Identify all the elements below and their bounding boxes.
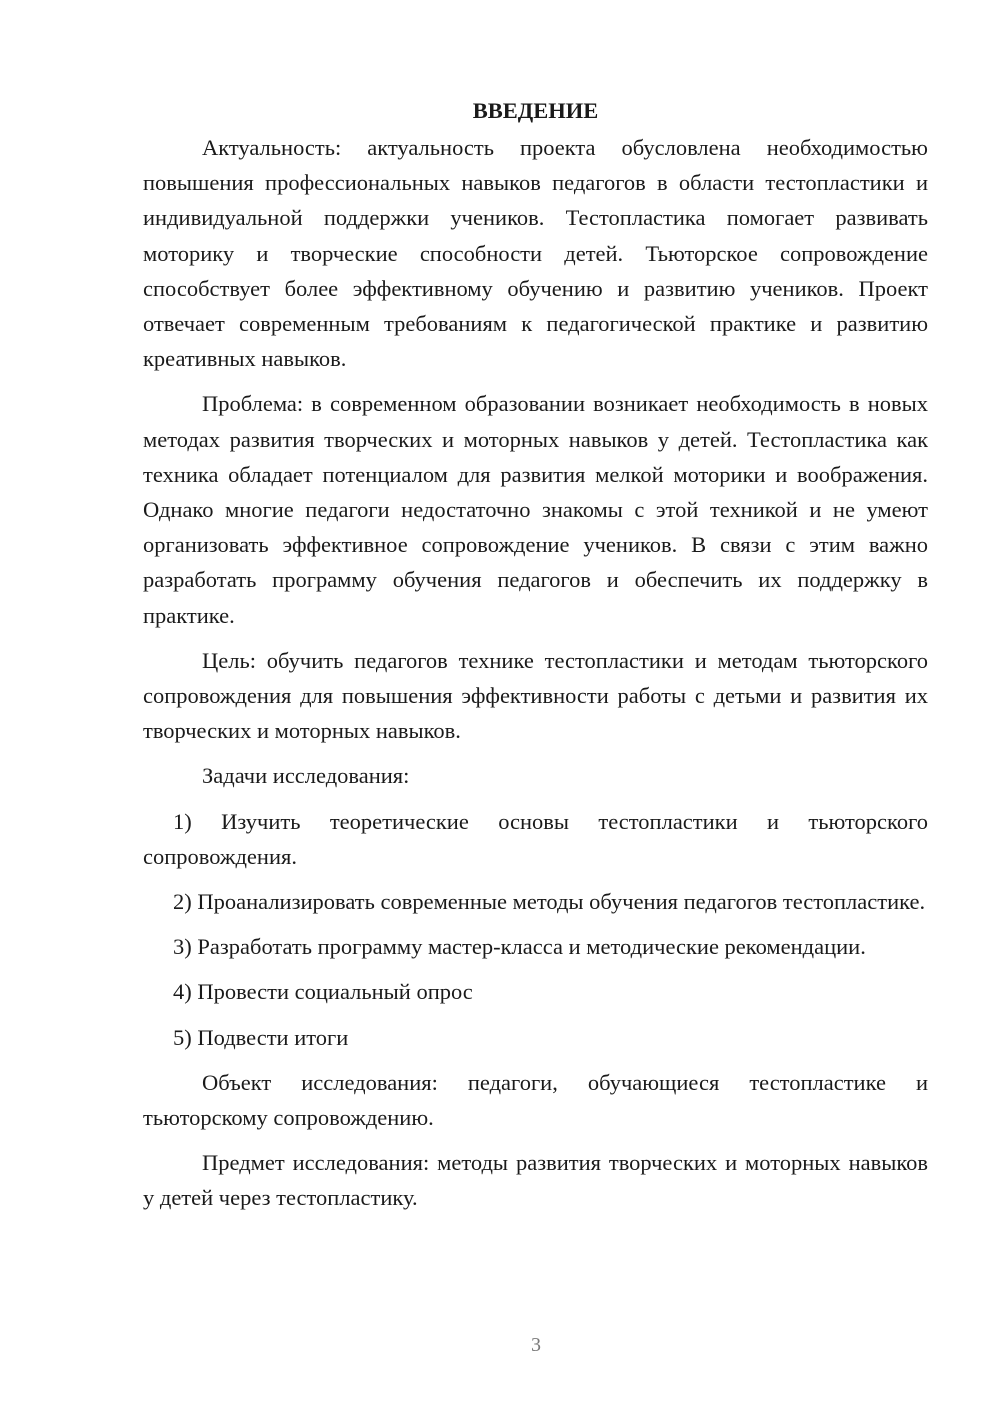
- problem-paragraph: Проблема: в современном образовании возникает необходимость в новых методах развития творческих и моторных навыков у детей. Тестопластика как техника обладает потенциалом для развития мелкой моторики и воображения. Однако многие педагоги недостаточно знакомы с этой техникой и не умеют организовать эффективное сопровождение учеников. В связи с этим важно разработать программу обучения педагогов и обеспечить их поддержку в практике.: [143, 391, 928, 628]
- goal-paragraph: Цель: обучить педагогов технике тестопластики и методам тьюторского сопровождения для повышения эффективности работы с детьми и развития их творческих и моторных навыков.: [143, 647, 928, 744]
- page-number: 3: [531, 1334, 541, 1356]
- subject-paragraph: Предмет исследования: методы развития творческих и моторных навыков у детей через тестопластику.: [143, 1150, 928, 1211]
- section-title: ВВЕДЕНИЕ: [472, 98, 599, 123]
- task-item-4: 4) Провести социальный опрос: [173, 979, 473, 1005]
- task-item-1: 1) Изучить теоретические основы тестопластики и тьюторского сопровождения.: [143, 808, 928, 869]
- object-paragraph: Объект исследования: педагоги, обучающиеся тестопластике и тьюторскому сопровождению.: [143, 1069, 928, 1131]
- tasks-heading: Задачи исследования:: [202, 763, 410, 789]
- relevance-paragraph: Актуальность: актуальность проекта обусловлена необходимостью повышения профессиональных навыков педагогов в области тестопластики и индивидуальной поддержки учеников. Тестопластика помогает развивать моторику и творческие способности детей. Тьюторское сопровождение способствует более эффективному обучению и развитию учеников. Проект отвечает современным требованиям к педагогической практике и развитию креативных навыков.: [143, 135, 928, 372]
- task-item-5: 5) Подвести итоги: [173, 1024, 349, 1050]
- document-body: [143, 93, 928, 1226]
- task-item-3: 3) Разработать программу мастер-класса и методические рекомендации.: [173, 934, 866, 960]
- task-item-2: 2) Проанализировать современные методы обучения педагогов тестопластике.: [173, 889, 926, 915]
